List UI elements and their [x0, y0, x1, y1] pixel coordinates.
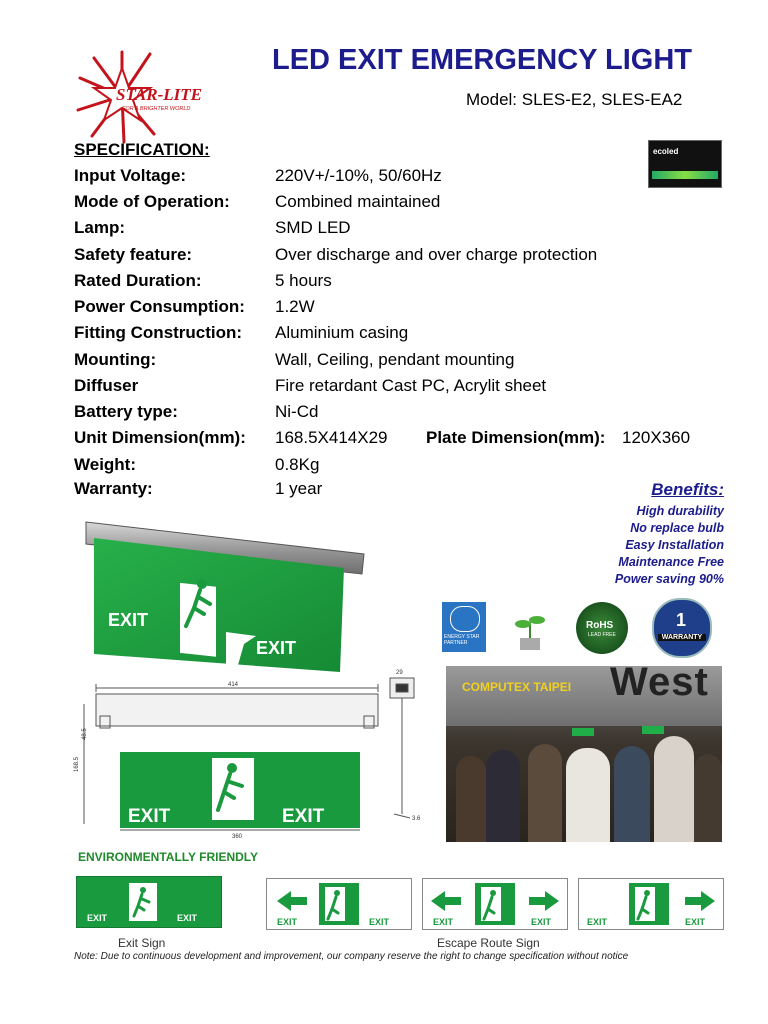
brand-name: STAR-LITE [116, 85, 202, 104]
dim-width: 414 [228, 682, 239, 688]
dim-plate: 360 [232, 834, 243, 840]
spec-label: Lamp: [74, 218, 125, 237]
energy-star-badge [442, 602, 486, 652]
drawing-exit-right: EXIT [282, 806, 325, 827]
computex-photo [446, 666, 722, 842]
benefits-heading: Benefits: [651, 480, 724, 499]
spec-value: Combined maintained [275, 192, 441, 211]
model-number: Model: SLES-E2, SLES-EA2 [466, 90, 683, 109]
sign-exit-right: EXIT [177, 913, 198, 923]
spec-value: 0.8Kg [275, 455, 320, 474]
sign-exit-right: EXIT [369, 917, 390, 927]
star-logo-icon [74, 48, 236, 144]
dim-top: 48.5 [82, 728, 88, 740]
arrow-right-icon [529, 891, 559, 911]
plant-icon [510, 604, 550, 654]
spec-label: Diffuser [74, 376, 139, 395]
escape-route-sign-left [266, 878, 412, 930]
photo-crowd [446, 736, 722, 842]
spec-label: Power Consumption: [74, 297, 245, 316]
energy-star-label: ENERGY STAR PARTNER [444, 634, 480, 646]
spec-value: Wall, Ceiling, pendant mounting [275, 350, 515, 369]
sign-exit-left: EXIT [433, 917, 454, 927]
caption-exit-sign: Exit Sign [118, 936, 166, 950]
benefit-item: High durability [636, 504, 724, 518]
spec-value-plate: 120X360 [622, 428, 691, 447]
spec-label: Battery type: [74, 402, 178, 421]
rohs-badge [576, 602, 628, 654]
spec-label: Mounting: [74, 350, 157, 369]
spec-label: Weight: [74, 455, 137, 474]
photo-banner: COMPUTEX TAIPEI [462, 680, 572, 694]
rohs-sublabel: LEAD FREE [588, 632, 616, 638]
ecoled-label: ecoled [653, 147, 679, 156]
arrow-right-icon [685, 891, 715, 911]
spec-label: Rated Duration: [74, 271, 202, 290]
arrow-left-icon [431, 891, 461, 911]
spec-value: 5 hours [275, 271, 332, 290]
plant-badge [510, 604, 550, 654]
photo-sign: West [610, 666, 709, 704]
dim-height: 168.5 [74, 756, 80, 772]
arrow-left-icon [277, 891, 307, 911]
spec-value: SMD LED [275, 218, 351, 237]
dim-depth: 29 [396, 670, 403, 676]
spec-label: Fitting Construction: [74, 323, 243, 342]
drawing-exit-left: EXIT [128, 806, 171, 827]
escape-route-sign-both [422, 878, 568, 930]
spec-label: Mode of Operation: [74, 192, 230, 211]
spec-value: Over discharge and over charge protection [275, 245, 598, 264]
benefit-item: Power saving 90% [614, 572, 724, 586]
spec-label: Warranty: [74, 479, 153, 498]
exit-sign-sample [76, 876, 222, 928]
warranty-badge [652, 598, 712, 658]
footer-note: Note: Due to continuous development and improvement, our company reserve the right to change specification without notice [74, 951, 629, 962]
spec-value: 168.5X414X29 [275, 428, 388, 447]
spec-label: Safety feature: [74, 245, 193, 264]
ecoled-strip [652, 171, 718, 179]
benefit-item: Easy Installation [625, 538, 724, 552]
escape-route-sign-right [578, 878, 724, 930]
product-exit-left: EXIT [108, 610, 149, 630]
spec-label-plate: Plate Dimension(mm): [426, 428, 606, 447]
page-title: LED EXIT EMERGENCY LIGHT [272, 44, 693, 76]
benefit-item: Maintenance Free [618, 555, 724, 569]
spec-value: 1.2W [275, 297, 315, 316]
sign-exit-right: EXIT [531, 917, 552, 927]
sign-exit-left: EXIT [87, 913, 108, 923]
spec-value: Aluminium casing [275, 323, 409, 342]
spec-label: Unit Dimension(mm): [74, 428, 246, 447]
brand-logo [74, 48, 236, 144]
sign-exit-right: EXIT [685, 917, 706, 927]
photo-exit-sign [642, 726, 664, 734]
rohs-label: RoHS [586, 620, 614, 631]
energy-star-icon [450, 606, 480, 632]
caption-escape-route: Escape Route Sign [437, 936, 540, 950]
spec-value: Ni-Cd [275, 402, 319, 421]
sign-exit-left: EXIT [277, 917, 298, 927]
spec-value: 220V+/-10%, 50/60Hz [275, 166, 442, 185]
dim-thick: 3.6 [412, 816, 421, 822]
brand-tagline: FOR A BRIGHTER WORLD [122, 106, 191, 112]
spec-label: Input Voltage: [74, 166, 187, 185]
spec-value: 1 year [275, 479, 323, 498]
environmental-label: ENVIRONMENTALLY FRIENDLY [78, 850, 259, 864]
sign-exit-left: EXIT [587, 917, 608, 927]
spec-heading: SPECIFICATION: [74, 140, 210, 159]
warranty-label: WARRANTY [658, 634, 706, 641]
warranty-number: 1 [676, 610, 687, 630]
technical-drawing [72, 664, 436, 840]
product-image [76, 514, 368, 674]
photo-exit-sign [572, 728, 594, 736]
product-exit-right: EXIT [256, 638, 297, 658]
ecoled-badge [648, 140, 722, 188]
spec-value: Fire retardant Cast PC, Acrylit sheet [275, 376, 547, 395]
benefit-item: No replace bulb [630, 521, 724, 535]
